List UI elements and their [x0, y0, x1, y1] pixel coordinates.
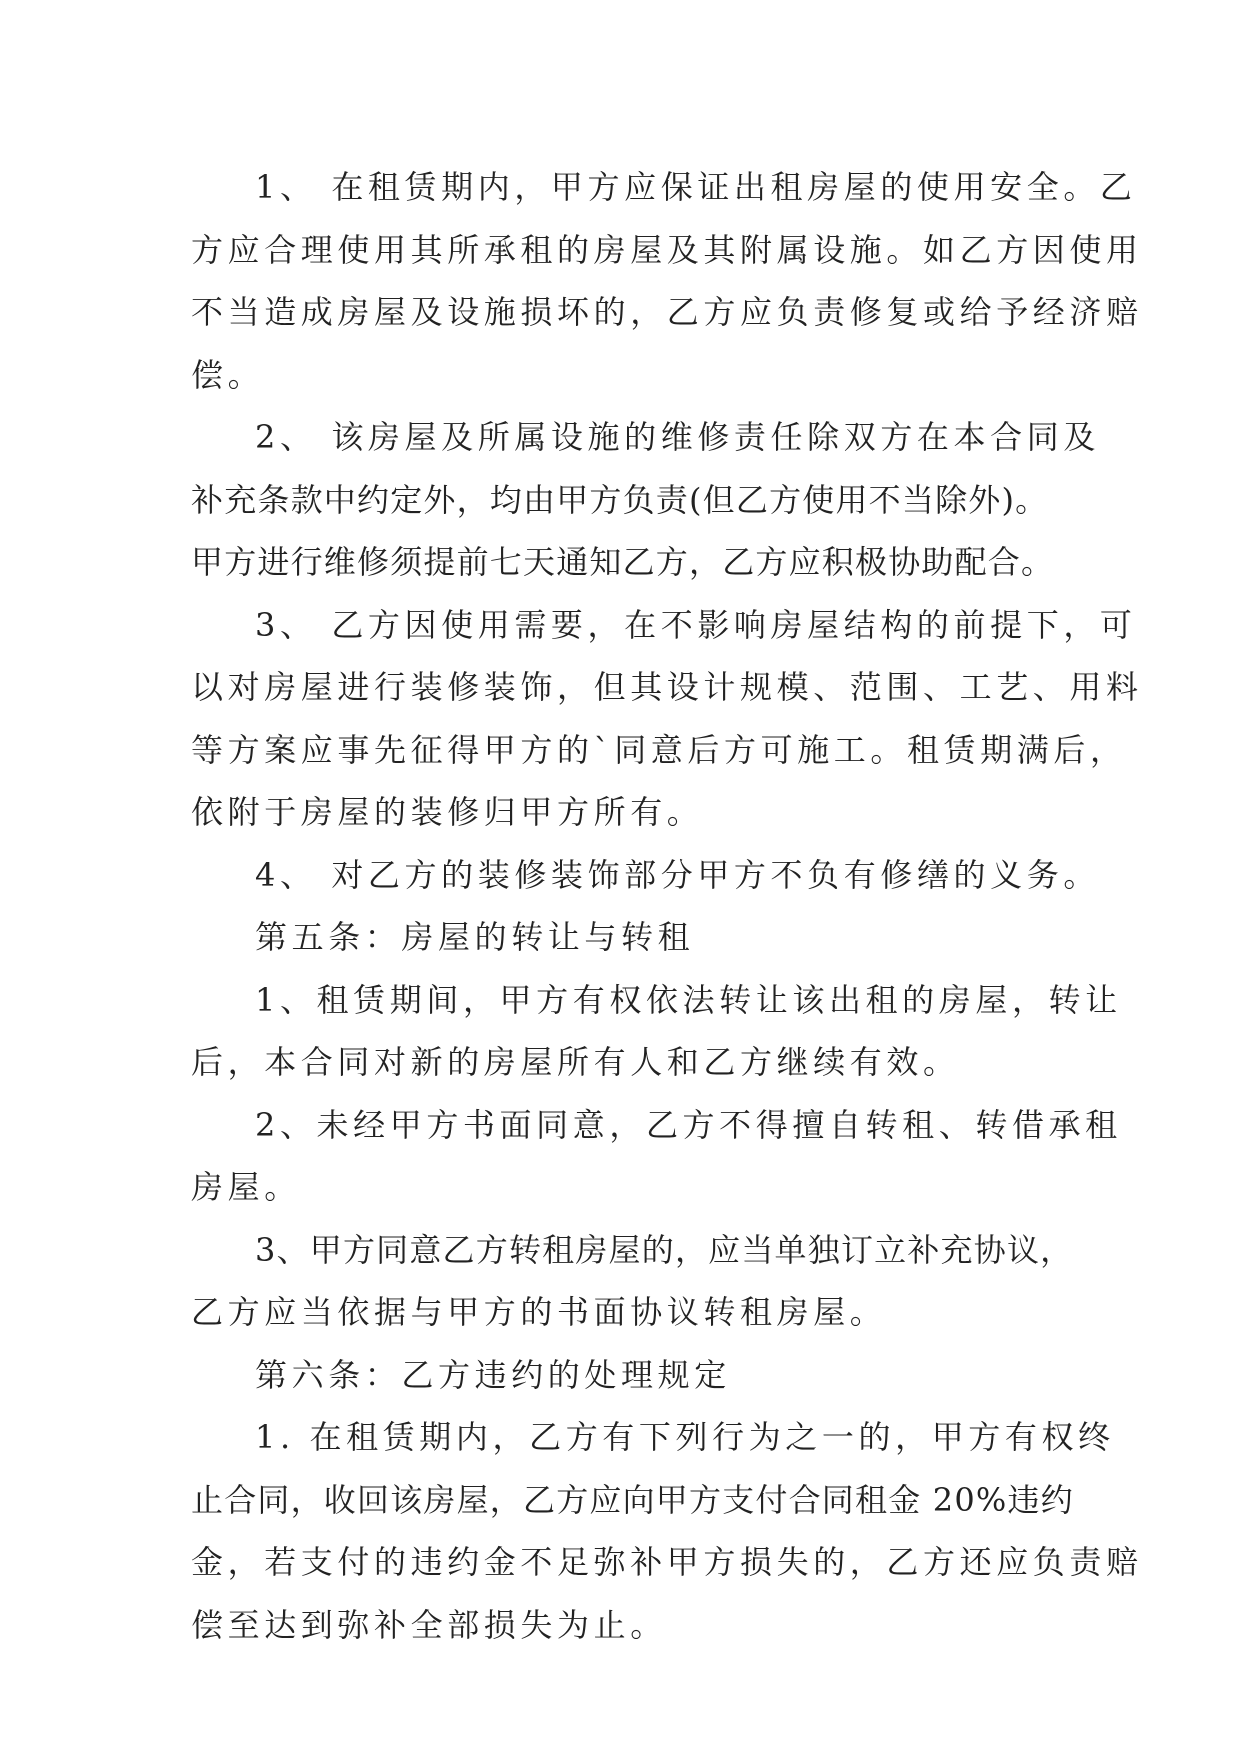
text-line: 依附于房屋的装修归甲方所有。 [191, 793, 704, 831]
text-line: 4、 对乙方的装修装饰部分甲方不负有修缮的义务。 [255, 855, 1100, 894]
text-line: 止合同，收回该房屋，乙方应向甲方支付合同租金 20%违约 [191, 1480, 1074, 1519]
document-body [191, 156, 1143, 1656]
text-line: 房屋。 [191, 1168, 301, 1206]
section-heading: 第五条：房屋的转让与转租 [255, 918, 695, 956]
text-line: 不当造成房屋及设施损坏的，乙方应负责修复或给予经济赔 [191, 293, 1143, 331]
text-line: 补充条款中约定外，均由甲方负责(但乙方使用不当除外)。 [191, 480, 1049, 519]
section-heading: 第六条：乙方违约的处理规定 [255, 1355, 731, 1394]
text-line: 偿至达到弥补全部损失为止。 [191, 1605, 667, 1644]
text-line: 金，若支付的违约金不足弥补甲方损失的，乙方还应负责赔 [191, 1543, 1143, 1581]
text-line: 甲方进行维修须提前七天通知乙方，乙方应积极协助配合。 [191, 543, 1055, 581]
text-line: 等方案应事先征得甲方的`同意后方可施工。租赁期满后， [191, 730, 1127, 769]
text-line: 乙方应当依据与甲方的书面协议转租房屋。 [191, 1293, 887, 1331]
text-line: 1、租赁期间，甲方有权依法转让该出租的房屋，转让 [255, 980, 1122, 1019]
text-line: 1、 在租赁期内，甲方应保证出租房屋的使用安全。乙 [255, 168, 1137, 206]
text-line: 2、 该房屋及所属设施的维修责任除双方在本合同及 [255, 418, 1100, 456]
text-line: 3、甲方同意乙方转租房屋的，应当单独订立补充协议， [255, 1230, 1074, 1269]
text-line: 1. 在租赁期内，乙方有下列行为之一的，甲方有权终 [255, 1418, 1115, 1456]
text-line: 2、未经甲方书面同意，乙方不得擅自转租、转借承租 [255, 1105, 1122, 1144]
text-line: 3、 乙方因使用需要，在不影响房屋结构的前提下，可 [255, 605, 1137, 644]
text-line: 后，本合同对新的房屋所有人和乙方继续有效。 [191, 1043, 960, 1081]
text-line: 偿。 [191, 355, 265, 394]
text-line: 方应合理使用其所承租的房屋及其附属设施。如乙方因使用 [191, 230, 1143, 269]
text-line: 以对房屋进行装修装饰，但其设计规模、范围、工艺、用料 [191, 668, 1143, 706]
